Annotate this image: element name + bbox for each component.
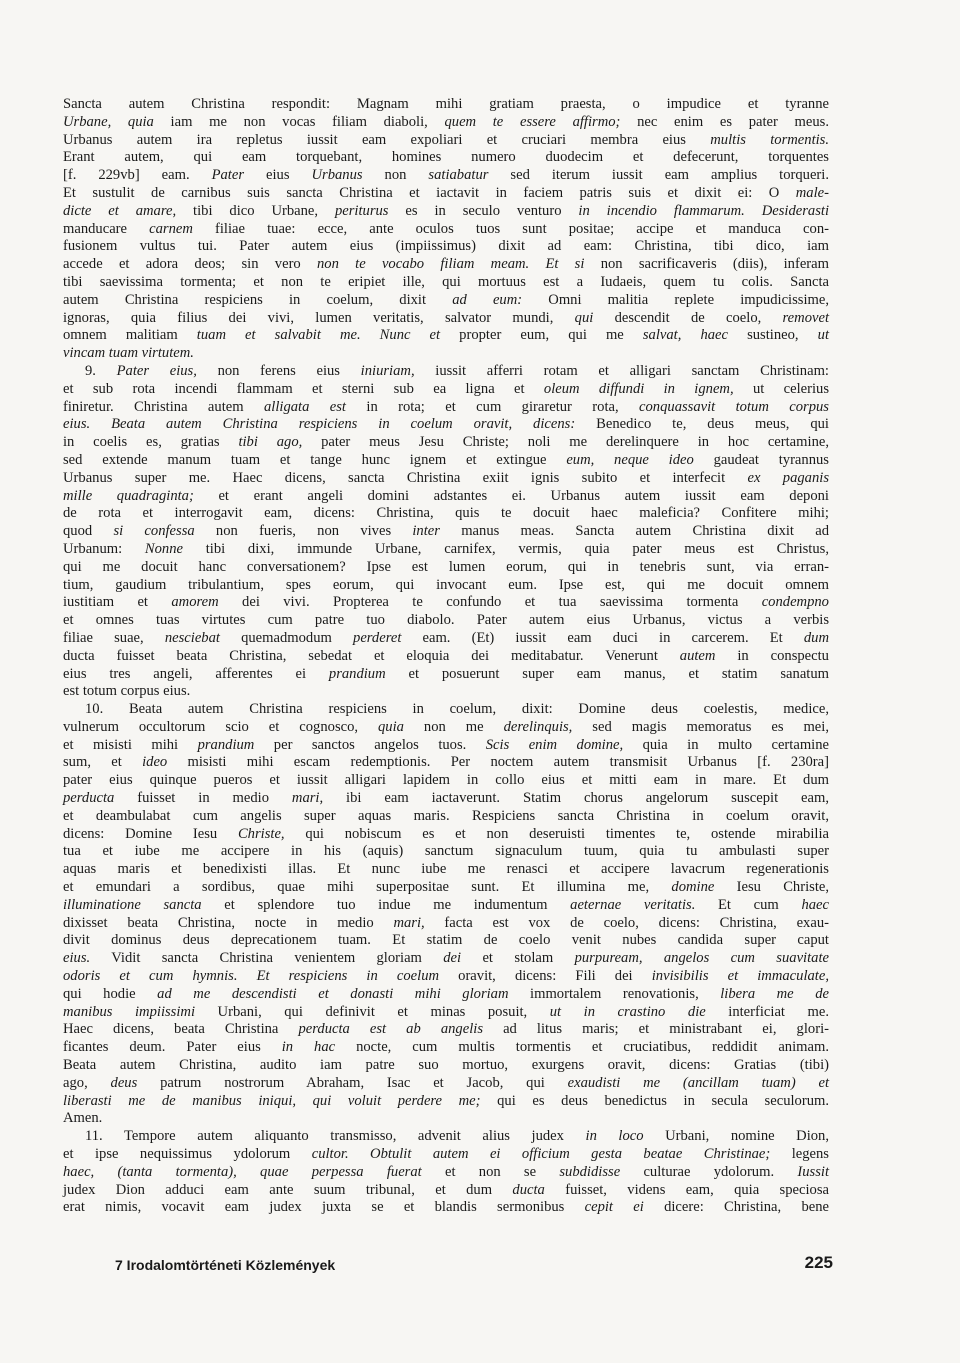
text-line: eius tres angeli, afferentes ei prandium et posuerunt super eam manus, et statim sanatum <box>63 665 829 682</box>
text-line: dixisset beata Christina, nocte in medio mari, facta est vox de coelo, dicens: Christina, exau- <box>63 914 829 931</box>
text-line: dicte et amare, tibi dico Urbane, periturus es in seculo venturo in incendio flammarum. Desiderasti <box>63 202 829 219</box>
text-line: ignoras, quia filius dei vivi, lumen veritatis, salvator mundi, qui descendit de coelo, removet <box>63 309 830 326</box>
text-line: et deambulabat cum angelis super aquas maris. Respiciens sancta Christina in coelum oravit, <box>63 807 829 824</box>
text-line: et emundari a sordibus, quae mihi superpositae sunt. Et illumina me, domine Iesu Christe, <box>63 879 829 896</box>
text-line: eius. Beata autem Christina respiciens in coelum oravit, dicens: Benedico te, deus meus, qui <box>63 416 829 433</box>
text-line: manducare carnem filiae tuae: ecce, ante oculos tuos sunt positae; accipe et manduca con- <box>63 220 829 237</box>
text-line: autem Christina respiciens in coelum, dixit ad eum: Omni malitia replete impudicissime, <box>63 291 829 308</box>
text-line: finiretur. Christina autem alligata est in rota; et cum gir​aretur rota, conquassavit totum corpus <box>63 398 829 415</box>
text-line: omnem malitiam tuam et salvabit me. Nunc et propter eum, qui me salvat, haec sustineo, ut <box>63 327 829 344</box>
text-line: odoris et cum hymnis. Et respiciens in coelum oravit, dicens: Fili dei invisibilis et immaculate, <box>63 968 829 985</box>
text-line: liberasti me de manibus iniqui, qui voluit perdere me; qui es deus benedictus in secula seculorum. <box>63 1092 829 1109</box>
body-text <box>63 96 829 1217</box>
text-line: sed extende manum tuam et tange hunc ignem et extingue eum, neque ideo gaudeat tyrannus <box>63 451 829 468</box>
text-line: haec, (tanta tormenta), quae perpessa fuerat et non se subdidisse culturae ydolorum. Iussit <box>63 1163 829 1180</box>
text-line: 9. Pater eius, non ferens eius iniuriam, iussit afferri rotam et alligari sanctam Christinam: <box>85 362 829 379</box>
text-line: filiae suae, nesciebat quemadmodum perderet eam. (Et) iussit eam duci in carcerem. Et dum <box>63 629 830 646</box>
text-line: iustitiam et amorem dei vivi. Propterea te confundo et tua saevissima tormenta condempno <box>63 594 829 611</box>
text-line: tium, gaudium tribulantium, spes eorum, qui invocant eum. Ipse est, qui me docuit omnem <box>63 576 829 593</box>
text-line: Et sustulit de carnibus suis sancta Christina et iactavit in faciem patris suis et dixit ei: O male- <box>63 184 829 201</box>
text-line: illuminatione sancta et splendore tuo indue me indumentum aeternae veritatis. Et cum haec <box>63 896 829 913</box>
text-line: aquas maris et benedixisti illas. Et nunc iube me renasci et accipere lavacrum regenerationis <box>63 861 829 878</box>
text-line: ago, deus patrum nostrorum Abraham, Isac et Jacob, qui exaudisti me (ancillam tuam) et <box>63 1074 829 1091</box>
text-line: eius. Vidit sancta Christina venientem gloriam dei et stolam purpuream, angelos cum suavitate <box>63 950 829 967</box>
text-line: Urbanum: Nonne tibi dixi, immunde Urbane, carnifex, vermis, quia pater meus est Christus, <box>63 540 829 557</box>
text-line: Urbanus super me. Haec dicens, sancta Christina exiit ignis subito et interfecit ex paganis <box>63 469 829 486</box>
text-line: Haec dicens, beata Christina perducta est ab angelis ad litus maris; et ministrabant ei, glori- <box>63 1021 829 1038</box>
text-line: divit dominus deus deprecationem tuam. Et statim de coelo venit nubes candida super caput <box>63 932 829 949</box>
text-line: ducta fuisset beata Christina, sebedat et eloquia dei meditabatur. Venerunt autem in conspectu <box>63 647 829 664</box>
text-line: vulnerum occultorum scio et cognosco, quia non me derelinquis, sed magis memoratus es mei, <box>63 718 829 735</box>
text-line: perducta fuisset in medio mari, ibi eam iactaverunt. Statim chorus angelorum suscepit eam, <box>63 790 829 807</box>
journal-signature: 7 Irodalomtörténeti Közlemények <box>115 1257 336 1273</box>
text-line: sum, et ideo misisti mihi escam redemptionis. Per noctem autem transmisit Urbanus [f. 230ra] <box>63 754 829 771</box>
text-line: mille quadraginta; et erant angeli domini adstantes ei. Urbanus autem iussit eam deponi <box>63 487 829 504</box>
text-line: de rota et interrogavit eam, dicens: Christina, quis te docuit haec maleficia? Confitere mihi; <box>63 505 829 522</box>
text-line: ficantes deum. Pater eius in hac nocte, cum multis tormentis et cruciatibus, reddidit animam. <box>63 1039 829 1056</box>
text-line: Sancta autem Christina respondit: Magnam mihi gratiam praesta, o impudice et tyranne <box>63 96 829 112</box>
text-line: erat nimis, vocavit eam judex juxta se et blandis sermonibus cepit ei dicere: Christina, bene <box>63 1199 829 1216</box>
text-line: in coelis es, gratias tibi ago, pater meus Jesu Christe; noli me derelinquere in hoc certamine, <box>63 434 829 451</box>
text-line: [f. 229vb] eam. Pater eius Urbanus non satiabatur sed iterum iussit eam amplius torqueri. <box>63 167 829 184</box>
text-line: pater eius quinque pueros et iussit alligari lapidem in collo eius et mitti eam in mare. Et dum <box>63 772 829 789</box>
text-line: est totum corpus eius. <box>63 683 191 700</box>
text-line: Urbanus autem ira repletus iussit eam expoliari et cruciari membra eius multis tormentis. <box>63 131 830 148</box>
text-line: 10. Beata autem Christina respiciens in coelum, dixit: Domine deus coelestis, medice, <box>85 701 829 718</box>
text-line: tibi saevissima tormenta; et non te eripiet ille, qui mortuus est a Iudaeis, quem tu colis. Sancta <box>63 273 829 290</box>
text-line: Erant autem, qui eam torquebant, homines numero duodecim et defecerunt, torquentes <box>63 149 829 166</box>
page-footer <box>63 1253 833 1277</box>
text-line: Urbane, quia iam me non vocas filiam diaboli, quem te essere affirmo; nec enim es pater meus. <box>63 113 829 130</box>
text-line: tua et iube me accipere in his (aquis) sanctum signaculum tuum, quia tu ambulasti super <box>63 843 829 860</box>
text-line: vincam tuam virtutem. <box>63 345 194 362</box>
text-line: Beata autem Christina, audito iam patre suo mortuo, exurgens oravit, dicens: Gratias (tibi) <box>63 1057 829 1074</box>
text-line: et misisti mihi prandium per sanctos angelos tuos. Scis enim domine, quia in multo certamine <box>63 736 829 753</box>
text-line: accede et adora deos; sin vero non te vocabo filiam meam. Et si non sacrificaveris (diis), inferam <box>63 256 829 273</box>
text-line: qui hodie ad me descendisti et donasti mihi gloriam immortalem renovationis, libera me de <box>63 985 829 1002</box>
text-line: et sub rota incendi flammam et sterni sub ea ligna et oleum diffundi in ignem, ut celerius <box>63 380 830 397</box>
text-line: qui me docuit hanc conversationem? Ipse est lumen eorum, qui in tenebris sunt, via erran- <box>63 558 829 575</box>
text-line: et omnes tuas virtutes cum patre tuo diabolo. Pater autem eius Urbanus, victus a verbis <box>63 612 829 629</box>
text-line: fusionem vultus tui. Pater autem eius (impiissimus) dixit ad eam: Christina, tibi dico, iam <box>63 238 829 255</box>
text-line: quod si confessa non fueris, non vives inter manus meas. Sancta autem Christina dixit ad <box>63 523 829 540</box>
page-number: 225 <box>804 1253 833 1272</box>
text-line: manibus impiissimi Urbani, qui definivit et minas posuit, ut in crastino die interficiat me. <box>63 1003 830 1020</box>
text-line: 11. Tempore autem aliquanto transmisso, advenit alius judex in loco Urbani, nomine Dion, <box>85 1128 829 1145</box>
text-line: judex Dion adduci eam ante suum tribunal, et dum ducta fuisset, videns eam, quia speciosa <box>63 1181 829 1198</box>
text-line: et ipse nequissimus ydolorum cultor. Obtulit autem ei officium gesta beatae Christinae; legens <box>63 1146 829 1163</box>
text-line: Amen. <box>63 1110 103 1127</box>
text-line: dicens: Domine Iesu Christe, qui nobiscum es et non deseruisti timentes te, ostende mirabilia <box>63 825 829 842</box>
